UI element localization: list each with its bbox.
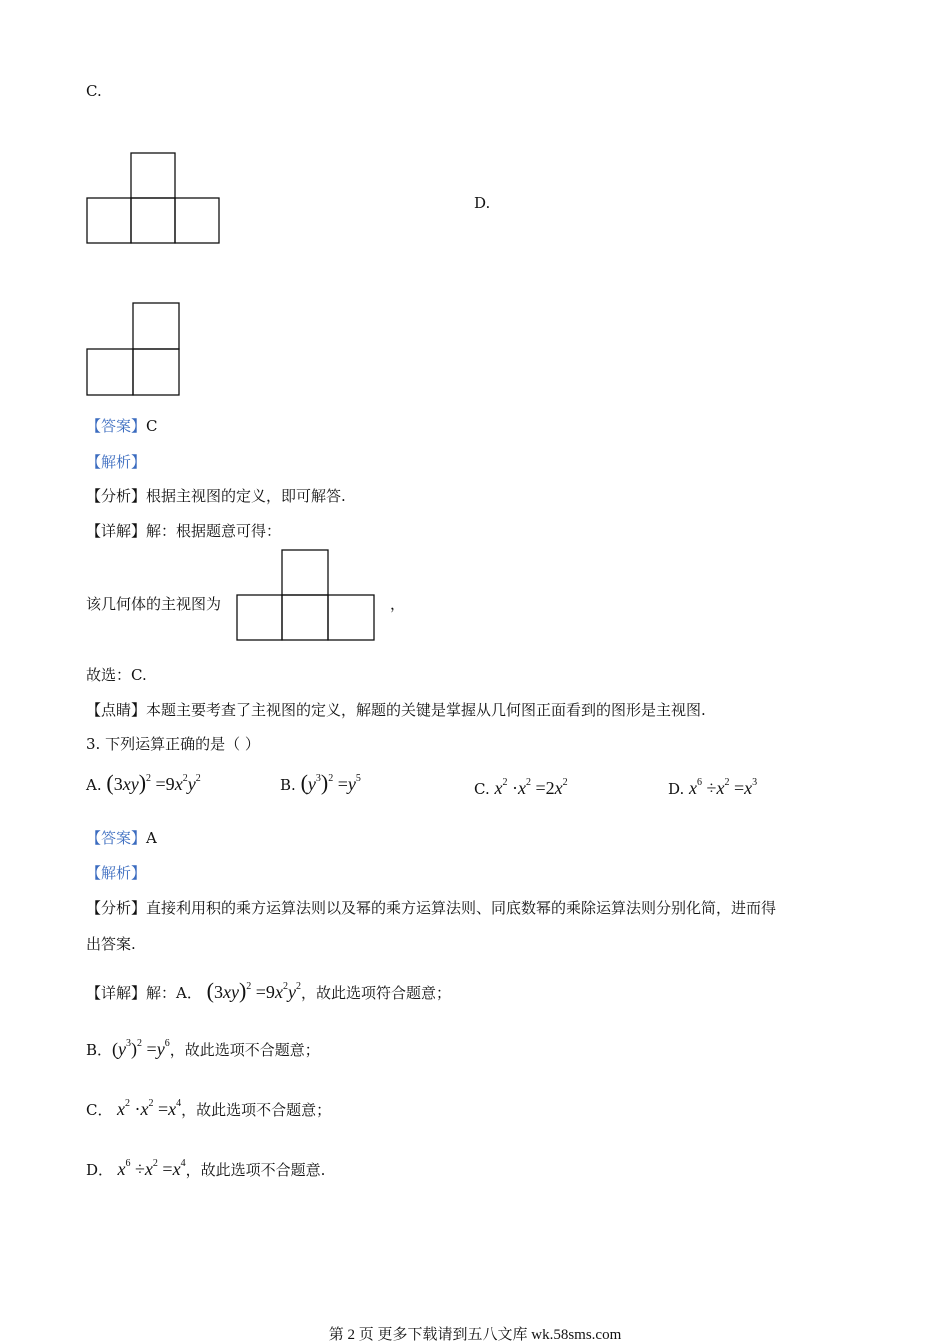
fenxi-tag: 【分析】: [86, 487, 147, 505]
detail-prefix: 解：A．: [146, 984, 202, 1002]
option-b-expr: $(y^3)^2 =y^5$: [300, 770, 361, 795]
option-d-figure: [86, 302, 182, 398]
q3-answer: [86, 827, 157, 848]
q3-detail-d: [86, 1158, 325, 1180]
q2-dianjing: [86, 699, 706, 720]
detail-suffix: ，故此选项不合题意；: [169, 1041, 320, 1059]
option-c-label: C.: [86, 82, 102, 100]
fenxi-tag: 【分析】: [86, 899, 147, 917]
option-c-expr: $x^2 \cdot x^2 =2x^2$: [494, 777, 568, 798]
detail-prefix: D．: [86, 1161, 114, 1179]
fenxi-text: 直接利用积的乘方运算法则以及幂的乘方运算法则、同底数幂的乘除运算法则分别化简，进而得: [146, 899, 777, 917]
answer-value: A: [146, 829, 157, 847]
fenxi-text: 根据主视图的定义，即可解答.: [146, 487, 346, 505]
q2-choice: 故选：C.: [86, 666, 147, 684]
q3-detail-a: [86, 978, 451, 1004]
q3-detail-c: [86, 1098, 331, 1120]
page-footer: 第 2 页 更多下载请到五八文库 wk.58sms.com: [328, 1327, 622, 1343]
detail-prefix: B．: [86, 1041, 113, 1059]
detail-suffix: ，故此选项不合题意.: [185, 1161, 326, 1179]
dianjing-text: 本题主要考查了主视图的定义，解题的关键是掌握从几何图正面看到的图形是主视图.: [146, 701, 706, 719]
detail-text: 解：根据题意可得：: [146, 522, 282, 540]
detail-tag: 【详解】: [86, 984, 147, 1002]
option-label: C.: [474, 780, 490, 798]
answer-value: C: [146, 417, 158, 435]
dianjing-tag: 【点睛】: [86, 701, 147, 719]
detail-suffix: ，故此选项不合题意；: [181, 1101, 332, 1119]
answer-tag: 【答案】: [86, 829, 147, 847]
q2-detail: [86, 520, 281, 541]
detail-c-expr: $x^2 \cdot x^2 =x^4$: [116, 1098, 182, 1119]
q3-option-c: [474, 777, 568, 799]
q3-option-b: [280, 770, 361, 796]
option-label: B.: [280, 776, 296, 794]
q3-option-a: [86, 770, 201, 796]
q2-fenxi: [86, 485, 346, 506]
option-d-expr: $x^6 \div x^2 =x^3$: [689, 777, 758, 798]
option-label: D.: [668, 780, 685, 798]
option-d-label: D.: [474, 194, 491, 212]
q2-answer: [86, 415, 158, 436]
q2-main-view-text: 该几何体的主视图为: [86, 595, 222, 613]
q3-fenxi-line1: [86, 897, 776, 918]
detail-prefix: C．: [86, 1101, 113, 1119]
q3-option-d: [668, 777, 757, 799]
q2-analysis-tag: 【解析】: [86, 453, 147, 471]
option-a-expr: $(3xy)^2 =9x^2y^2$: [106, 770, 201, 795]
main-view-figure: [236, 549, 376, 642]
q2-main-view-comma: ，: [390, 595, 406, 613]
detail-d-expr: $x^6 \div x^2 =x^4$: [117, 1158, 186, 1179]
q3-fenxi-line2: 出答案.: [86, 935, 136, 953]
answer-tag: 【答案】: [86, 417, 147, 435]
q3-analysis-tag: 【解析】: [86, 864, 147, 882]
option-label: A.: [86, 776, 102, 794]
detail-b-expr: $(y^3)^2 =y^6$: [112, 1038, 170, 1059]
detail-suffix: ，故此选项符合题意；: [300, 984, 451, 1002]
option-c-figure: [86, 152, 222, 244]
q3-detail-b: [86, 1038, 320, 1060]
q3-stem: 3. 下列运算正确的是（ ）: [86, 735, 260, 753]
detail-tag: 【详解】: [86, 522, 147, 540]
detail-a-expr: $(3xy)^2 =9x^2y^2$: [206, 978, 301, 1003]
